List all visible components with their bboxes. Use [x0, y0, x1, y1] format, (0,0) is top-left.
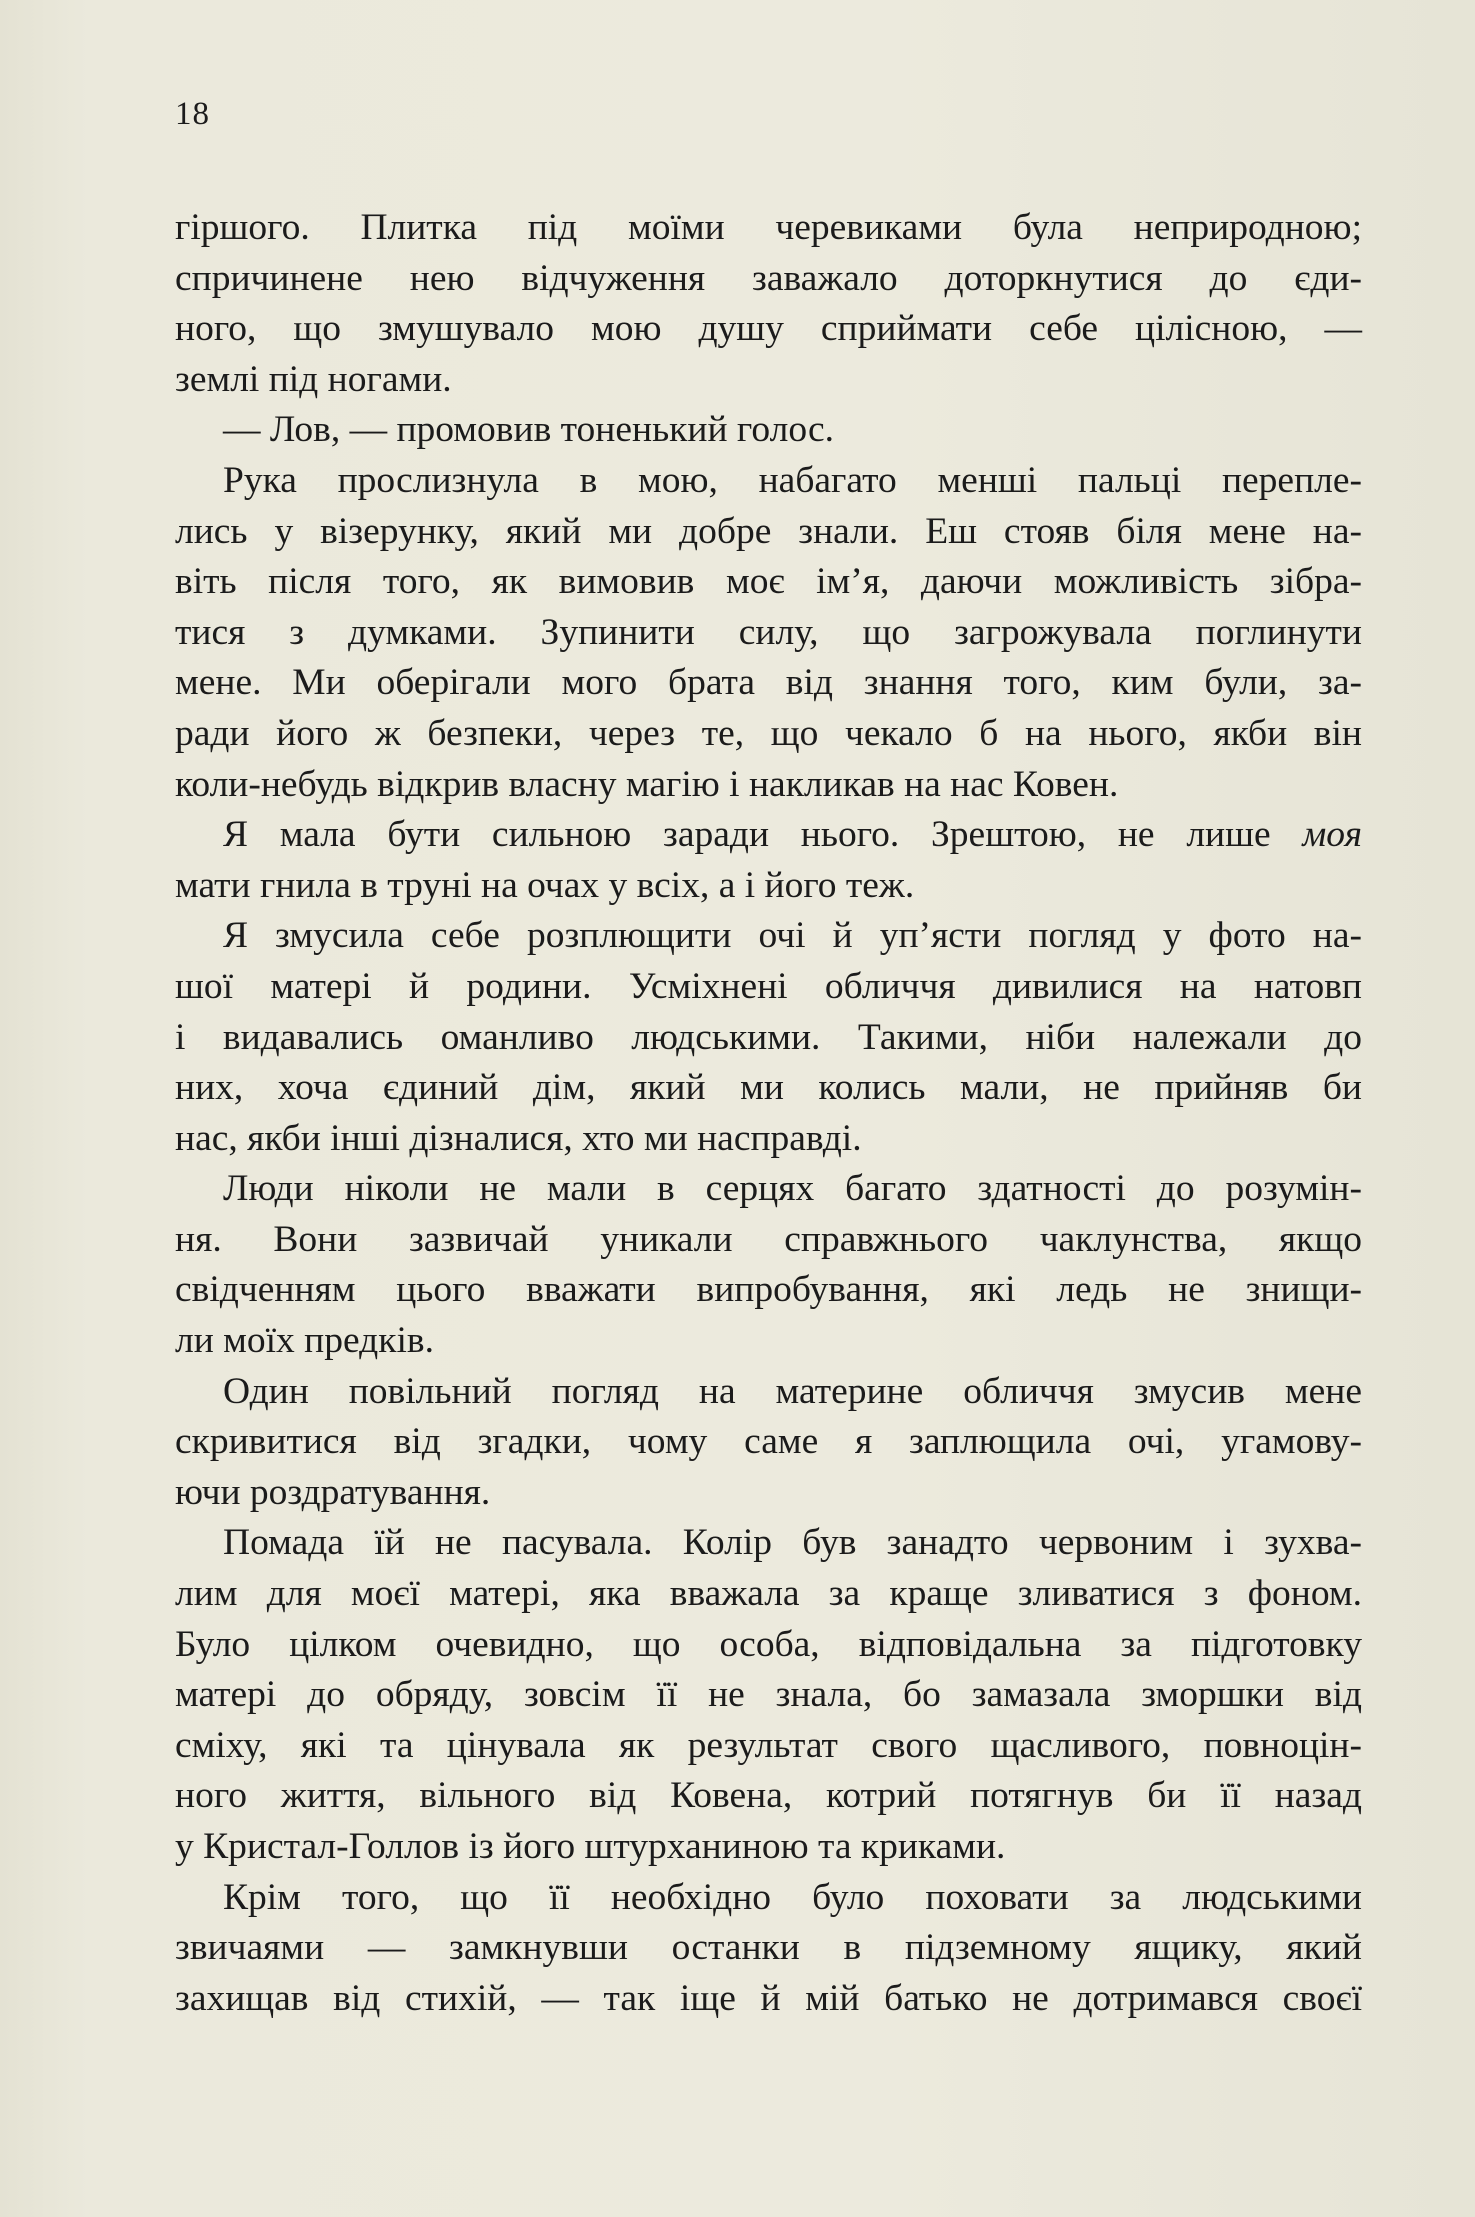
- text-line: [175, 456, 1362, 507]
- text-line: [175, 1923, 1362, 1974]
- text-line: [175, 1721, 1362, 1772]
- text-line: [175, 1114, 1362, 1165]
- text-line-content: спричинене нею відчуження заважало доторкнутися до єди-: [175, 257, 1362, 299]
- text-line-content: лись у візерунку, який ми добре знали. Еш стояв біля мене на-: [175, 510, 1362, 552]
- text-line-content: Було цілком очевидно, що особа, відповідальна за підготовку: [175, 1623, 1362, 1665]
- text-line: [175, 1518, 1362, 1569]
- text-line-content: шої матері й родини. Усміхнені обличчя дивилися на натовп: [175, 965, 1362, 1007]
- text-line-content: Люди ніколи не мали в серцях багато здатності до розумін-: [223, 1168, 1362, 1210]
- text-line: [175, 405, 1362, 456]
- text-line: [175, 254, 1362, 305]
- text-line-content: коли-небудь відкрив власну магію і накликав на нас Ковен.: [175, 763, 1119, 805]
- text-line: [175, 1265, 1362, 1316]
- text-line: [175, 1873, 1362, 1924]
- text-line-content: ного, що змушувало мою душу сприймати себе цілісною, —: [175, 308, 1362, 350]
- text-line-content: ючи роздратування.: [175, 1471, 491, 1513]
- text-line: [175, 1771, 1362, 1822]
- text-line: [175, 1468, 1362, 1519]
- text-line-content: ня. Вони зазвичай уникали справжнього чаклунства, якщо: [175, 1218, 1362, 1260]
- text-line-content: них, хоча єдиний дім, який ми колись мали, не прийняв би: [175, 1067, 1362, 1109]
- text-line: [175, 304, 1362, 355]
- text-line: [175, 1316, 1362, 1367]
- text-line: [175, 355, 1362, 406]
- text-line-content: Рука прослизнула в мою, набагато менші пальці перепле-: [223, 459, 1362, 501]
- text-line: [175, 1620, 1362, 1671]
- text-line-content: ради його ж безпеки, через те, що чекало б на нього, якби він: [175, 712, 1362, 754]
- text-line-content: — Лов, — промовив тоненький голос.: [223, 409, 835, 451]
- text-line: [175, 861, 1362, 912]
- text-line: [175, 1164, 1362, 1215]
- text-line-content: ного життя, вільного від Ковена, котрий потягнув би її назад: [175, 1775, 1362, 1817]
- text-line-content: нас, якби інші дізналися, хто ми насправді.: [175, 1117, 862, 1159]
- text-line-content: мене. Ми оберігали мого брата від знання того, ким були, за-: [175, 662, 1362, 704]
- text-line-content: тися з думками. Зупинити силу, що загрожувала поглинути: [175, 611, 1362, 653]
- text-line: [175, 911, 1362, 962]
- text-line: [175, 658, 1362, 709]
- text-line-content: і видавались оманливо людськими. Такими, ніби належали до: [175, 1016, 1362, 1058]
- text-line-content: Я мала бути сильною заради нього. Зрештою, не лише: [223, 814, 1303, 856]
- text-line: [175, 507, 1362, 558]
- text-line: [175, 760, 1362, 811]
- text-line-content: Я змусила себе розплющити очі й уп’ясти погляд у фото на-: [223, 915, 1362, 957]
- text-line-content: землі під ногами.: [175, 358, 452, 400]
- text-line-content: ли моїх предків.: [175, 1320, 434, 1362]
- text-line-content: Крім того, що її необхідно було поховати за людськими: [223, 1876, 1362, 1918]
- text-line-content: мати гнила в труні на очах у всіх, а і його теж.: [175, 864, 915, 906]
- text-line: [175, 608, 1362, 659]
- body-text: [175, 203, 1362, 2024]
- text-line: [175, 709, 1362, 760]
- text-line: [175, 1822, 1362, 1873]
- text-line: [175, 1670, 1362, 1721]
- text-line: [175, 557, 1362, 608]
- text-line-content: гіршого. Плитка під моїми черевиками була неприродною;: [175, 207, 1362, 248]
- text-line: [175, 1367, 1362, 1418]
- text-line: [175, 1417, 1362, 1468]
- text-line: [175, 810, 1362, 861]
- text-line-content: матері до обряду, зовсім її не знала, бо замазала зморшки від: [175, 1674, 1362, 1716]
- text-line: [175, 962, 1362, 1013]
- text-line-content: віть після того, як вимовив моє ім’я, даючи можливість зібра-: [175, 561, 1362, 603]
- text-line-content: скривитися від згадки, чому саме я заплющила очі, угамову-: [175, 1421, 1362, 1463]
- text-line: [175, 1215, 1362, 1266]
- text-line-content: сміху, які та цінувала як результат свого щасливого, повноцін-: [175, 1724, 1362, 1766]
- text-line: [175, 1974, 1362, 2025]
- text-line-content: захищав від стихій, — так іще й мій батько не дотримався своєї: [175, 1977, 1362, 2019]
- text-line-content: у Кристал-Голлов із його штурханиною та криками.: [175, 1826, 1006, 1867]
- text-line-content: звичаями — замкнувши останки в підземному ящику, який: [175, 1927, 1362, 1969]
- text-line: [175, 1013, 1362, 1064]
- text-line-content: Один повільний погляд на материне обличчя змусив мене: [223, 1370, 1362, 1412]
- text-line: [175, 1569, 1362, 1620]
- text-line-content: Помада їй не пасувала. Колір був занадто червоним і зухва-: [223, 1522, 1362, 1564]
- text-line-content: лим для моєї матері, яка вважала за краще зливатися з фоном.: [175, 1573, 1362, 1615]
- text-line-content: свідченням цього вважати випробування, які ледь не знищи-: [175, 1269, 1362, 1311]
- page-number: 18: [175, 96, 210, 132]
- text-line: [175, 1063, 1362, 1114]
- italic-word: моя: [1302, 814, 1362, 856]
- text-line: [175, 203, 1362, 254]
